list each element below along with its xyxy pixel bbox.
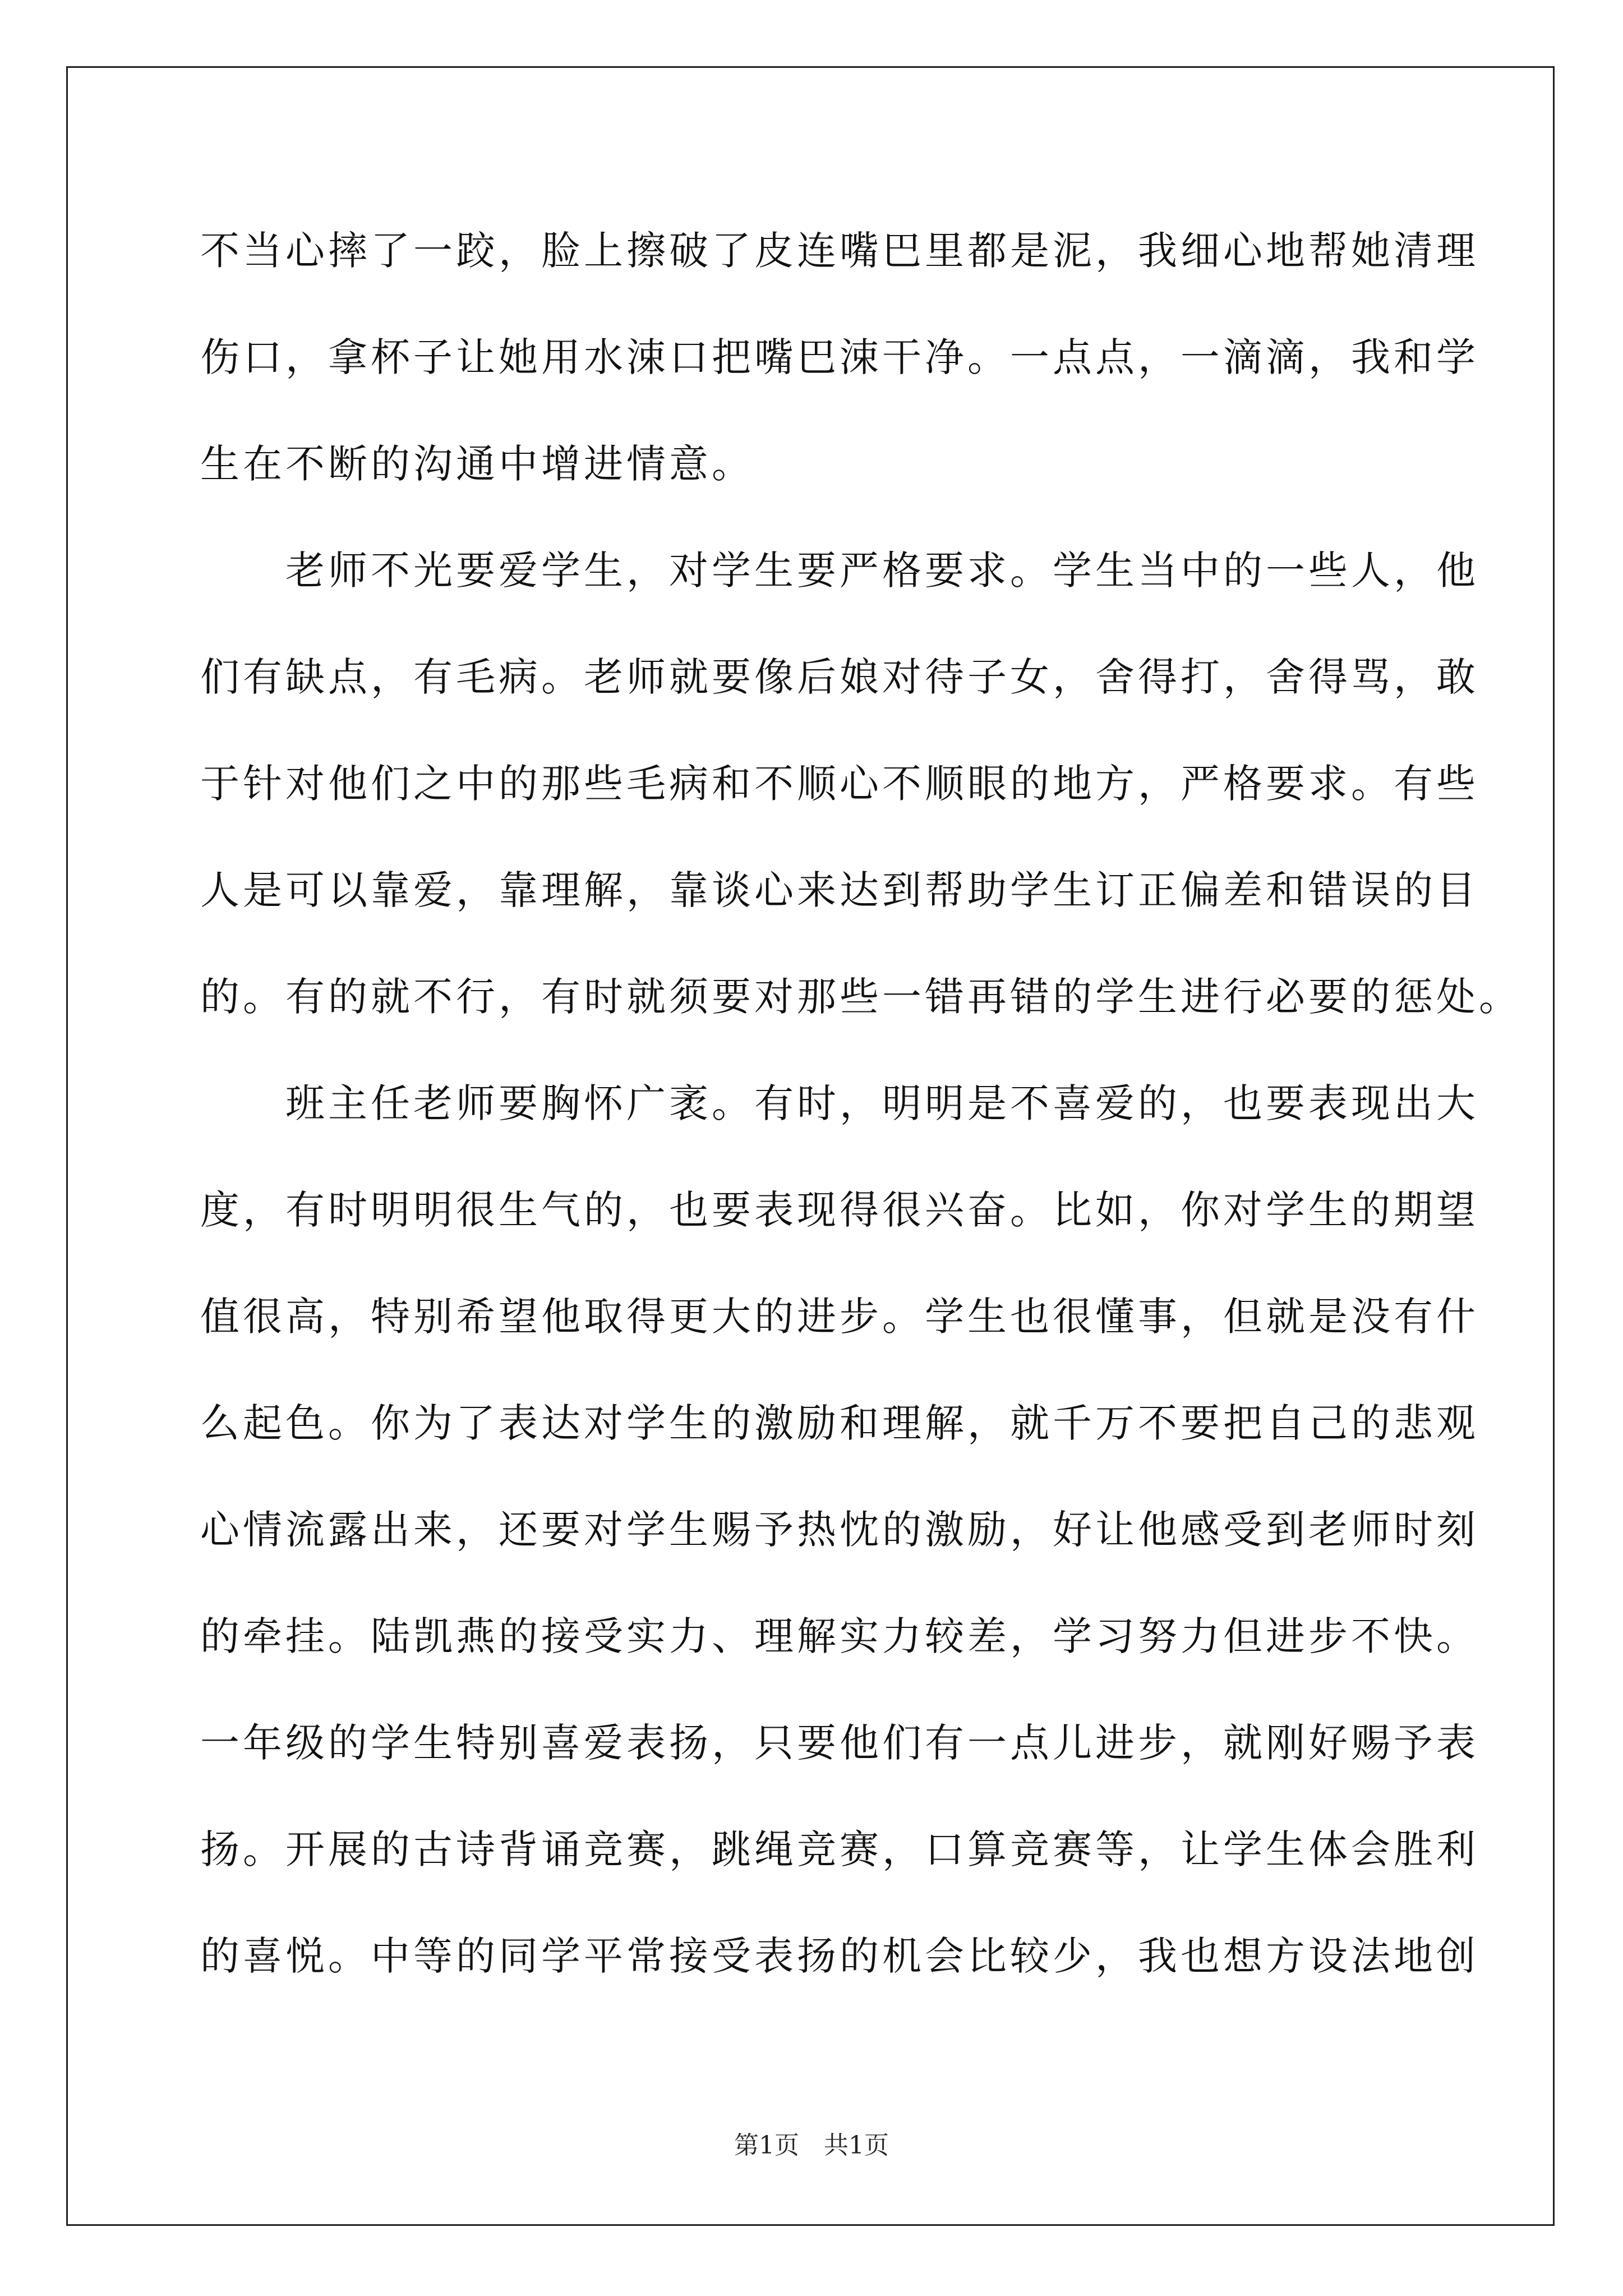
text-line-1: 不当心摔了一跤，脸上擦破了皮连嘴巴里都是泥，我细心地帮她清理 bbox=[200, 228, 1479, 274]
text-line-5: 们有缺点，有毛病。老师就要像后娘对待子女，舍得打，舍得骂，敢 bbox=[200, 654, 1479, 700]
page-border bbox=[66, 66, 1555, 2226]
text-line-10: 度，有时明明很生气的，也要表现得很兴奋。比如，你对学生的期望 bbox=[200, 1187, 1479, 1233]
text-line-9: 班主任老师要胸怀广袤。有时，明明是不喜爱的，也要表现出大 bbox=[200, 1080, 1479, 1126]
text-line-12: 么起色。你为了表达对学生的激励和理解，就千万不要把自己的悲观 bbox=[200, 1400, 1479, 1446]
text-line-15: 一年级的学生特别喜爱表扬，只要他们有一点儿进步，就刚好赐予表 bbox=[200, 1720, 1479, 1766]
text-line-7: 人是可以靠爱，靠理解，靠谈心来达到帮助学生订正偏差和错误的目 bbox=[200, 867, 1479, 913]
page-footer: 第1页 共1页 bbox=[734, 2131, 889, 2160]
text-line-16: 扬。开展的古诗背诵竞赛，跳绳竞赛，口算竞赛等，让学生体会胜利 bbox=[200, 1826, 1479, 1872]
text-line-2: 伤口，拿杯子让她用水涑口把嘴巴涑干净。一点点，一滴滴，我和学 bbox=[200, 334, 1479, 380]
text-line-3: 生在不断的沟通中增进情意。 bbox=[200, 441, 754, 487]
text-line-17: 的喜悦。中等的同学平常接受表扬的机会比较少，我也想方设法地创 bbox=[200, 1933, 1479, 1979]
text-line-14: 的牵挂。陆凯燕的接受实力、理解实力较差，学习努力但进步不快。 bbox=[200, 1613, 1479, 1659]
text-line-13: 心情流露出来，还要对学生赐予热忱的激励，好让他感受到老师时刻 bbox=[200, 1507, 1479, 1553]
text-line-11: 值很高，特别希望他取得更大的进步。学生也很懂事，但就是没有什 bbox=[200, 1294, 1479, 1340]
text-line-4: 老师不光要爱学生，对学生要严格要求。学生当中的一些人，他 bbox=[200, 547, 1479, 593]
text-line-6: 于针对他们之中的那些毛病和不顺心不顺眼的地方，严格要求。有些 bbox=[200, 761, 1479, 807]
text-line-8: 的。有的就不行，有时就须要对那些一错再错的学生进行必要的惩处。 bbox=[200, 974, 1521, 1020]
